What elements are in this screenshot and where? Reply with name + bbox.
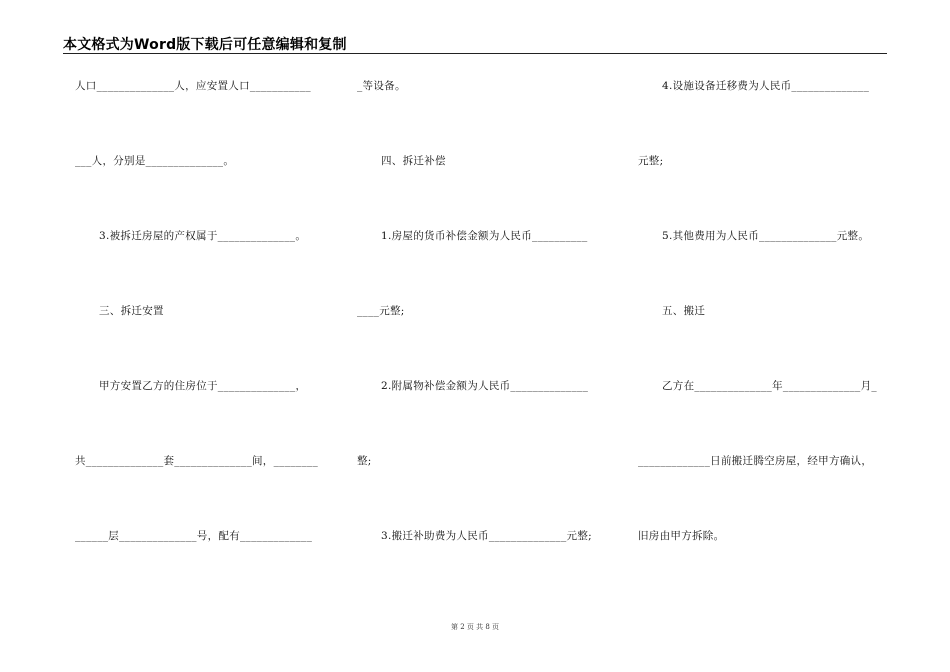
text-line: 人口______________人，应安置人口___________ <box>75 80 311 92</box>
text-line: 甲方安置乙方的住房位于______________， <box>99 380 307 392</box>
section-heading: 四、拆迁补偿 <box>381 155 446 167</box>
text-line: 旧房由甲方拆除。 <box>638 530 725 542</box>
text-line: 元整; <box>638 155 664 167</box>
section-heading: 五、搬迁 <box>662 305 706 317</box>
text-line: 3.搬迁补助费为人民币______________元整; <box>381 530 592 542</box>
text-line: _____________日前搬迁腾空房屋，经甲方确认， <box>638 455 873 467</box>
text-line: 2.附属物补偿金额为人民币______________ <box>381 380 589 392</box>
text-line: 整; <box>357 455 372 467</box>
text-line: 5.其他费用为人民币______________元整。 <box>662 230 870 242</box>
text-line: 4.设施设备迁移费为人民币______________ <box>662 80 870 92</box>
text-line: ____元整; <box>357 305 405 317</box>
page-header-title: 本文格式为Word版下载后可任意编辑和复制 <box>63 37 347 53</box>
section-heading: 三、拆迁安置 <box>99 305 164 317</box>
text-line: _等设备。 <box>357 80 406 92</box>
text-line: 共______________套______________间，________ <box>75 455 318 467</box>
header-rule <box>63 53 887 54</box>
text-line: 乙方在______________年______________月_ <box>662 380 877 392</box>
text-line: ___人，分别是______________。 <box>75 155 235 167</box>
text-line: 3.被拆迁房屋的产权属于______________。 <box>99 230 307 242</box>
page-footer-number: 第 2 页 共 8 页 <box>450 623 500 631</box>
text-line: ______层______________号，配有_____________ <box>75 530 313 542</box>
text-line: 1.房屋的货币补偿金额为人民币__________ <box>381 230 588 242</box>
